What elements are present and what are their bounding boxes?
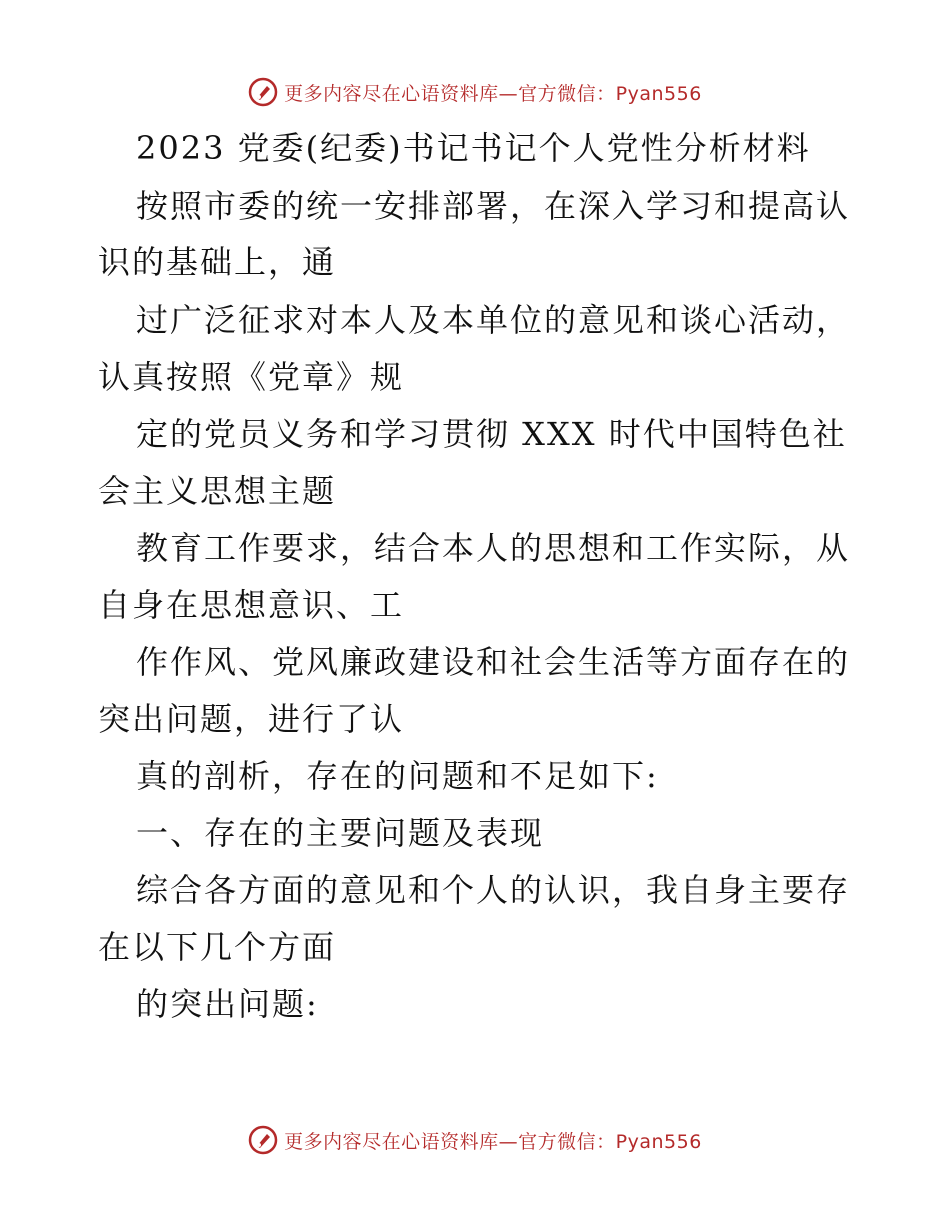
text-line: 的突出问题: — [136, 985, 319, 1023]
section-heading: 一、存在的主要问题及表现 — [136, 814, 545, 852]
text-line: 会主义思想主题 — [98, 472, 337, 510]
text-line: 突出问题，进行了认 — [98, 700, 405, 738]
footer-watermark — [0, 1120, 950, 1160]
header-watermark — [0, 72, 950, 112]
text-line: 过广泛征求对本人及本单位的意见和谈心活动， — [136, 301, 851, 339]
watermark-text: 更多内容尽在心语资料库—官方微信：Pyan556 — [284, 82, 702, 105]
text-line: 按照市委的统一安排部署，在深入学习和提高认 — [136, 187, 851, 225]
text-line: 在以下几个方面 — [98, 928, 337, 966]
text-line: 定的党员义务和学习贯彻 XXX 时代中国特色社 — [136, 415, 847, 453]
text-line: 作作风、党风廉政建设和社会生活等方面存在的 — [136, 643, 851, 681]
pen-nib-logo-icon — [248, 77, 278, 107]
pen-nib-logo-icon — [248, 1125, 278, 1155]
text-line: 自身在思想意识、工 — [98, 586, 405, 624]
text-line: 教育工作要求，结合本人的思想和工作实际，从 — [136, 529, 851, 567]
watermark-text: 更多内容尽在心语资料库—官方微信：Pyan556 — [284, 1130, 702, 1153]
text-line: 综合各方面的意见和个人的认识，我自身主要存 — [136, 871, 851, 909]
text-line: 认真按照《党章》规 — [98, 358, 405, 396]
text-line: 真的剖析，存在的问题和不足如下: — [136, 757, 659, 795]
document-title: 2023 党委(纪委)书记书记个人党性分析材料 — [136, 129, 811, 167]
text-line: 识的基础上，通 — [98, 243, 337, 281]
